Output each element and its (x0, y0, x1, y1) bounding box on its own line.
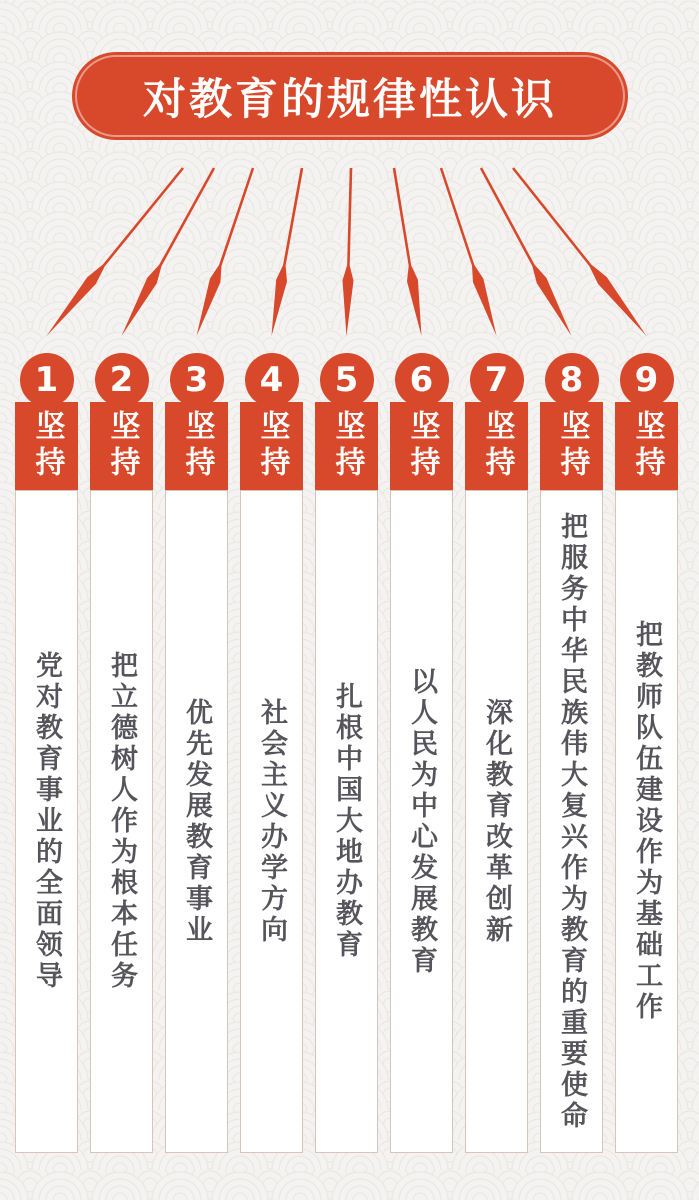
step-number-badge (20, 353, 74, 407)
step-number: 5 (334, 360, 359, 400)
arrow-needle-7 (440, 168, 497, 336)
step-number: 9 (634, 360, 659, 400)
keyword-text: 坚持 (29, 410, 65, 482)
principle-column-4 (240, 353, 303, 1200)
principle-column-8 (540, 353, 603, 1200)
arrow-needle-6 (393, 168, 422, 336)
principle-text: 把教师队伍建设作为基础工作 (631, 620, 662, 1023)
keyword-text: 坚持 (629, 410, 665, 482)
arrow-needle-1 (47, 167, 185, 336)
title-banner (72, 52, 628, 140)
page-title: 对教育的规律性认识 (143, 74, 557, 125)
arrow-needle-8 (480, 167, 572, 336)
keyword-text: 坚持 (179, 410, 215, 482)
arrow-needle-3 (197, 168, 255, 336)
step-number-badge (545, 353, 599, 407)
step-number-badge (620, 353, 674, 407)
keyword-text: 坚持 (554, 410, 590, 482)
principle-text: 优先发展教育事业 (181, 697, 212, 946)
keyword-text: 坚持 (479, 410, 515, 482)
step-number-badge (170, 353, 224, 407)
principle-body (240, 490, 303, 1153)
arrow-needle-9 (512, 167, 647, 336)
step-number-badge (470, 353, 524, 407)
keyword-text: 坚持 (254, 410, 290, 482)
keyword-text: 坚持 (329, 410, 365, 482)
fan-arrows (0, 140, 699, 355)
principle-body (540, 490, 603, 1153)
principle-text: 党对教育事业的全面领导 (31, 651, 62, 992)
principle-body (615, 490, 678, 1153)
keyword-header (540, 402, 603, 490)
principle-body (165, 490, 228, 1153)
step-number-badge (320, 353, 374, 407)
principle-column-3 (165, 353, 228, 1200)
step-number: 1 (34, 360, 59, 400)
keyword-text: 坚持 (404, 410, 440, 482)
keyword-header (315, 402, 378, 490)
keyword-text: 坚持 (104, 410, 140, 482)
step-number-badge (395, 353, 449, 407)
arrow-needle-2 (122, 167, 216, 336)
principle-column-2 (90, 353, 153, 1200)
principle-column-6 (390, 353, 453, 1200)
arrow-needle-5 (343, 168, 354, 336)
principle-text: 把服务中华民族伟大复兴作为教育的重要使命 (556, 511, 587, 1132)
principle-column-7 (465, 353, 528, 1200)
keyword-header (165, 402, 228, 490)
principle-body (15, 490, 78, 1153)
keyword-header (240, 402, 303, 490)
step-number: 6 (409, 360, 434, 400)
keyword-header (90, 402, 153, 490)
step-number: 7 (484, 360, 509, 400)
principle-column-9 (615, 353, 678, 1200)
principle-body (90, 490, 153, 1153)
keyword-header (390, 402, 453, 490)
principle-text: 深化教育改革创新 (481, 697, 512, 946)
principle-column-5 (315, 353, 378, 1200)
principle-body (390, 490, 453, 1153)
step-number: 4 (259, 360, 284, 400)
principle-body (315, 490, 378, 1153)
keyword-header (615, 402, 678, 490)
principle-text: 扎根中国大地办教育 (331, 682, 362, 961)
principle-column-1 (15, 353, 78, 1200)
keyword-header (15, 402, 78, 490)
keyword-header (465, 402, 528, 490)
principle-text: 把立德树人作为根本任务 (106, 651, 137, 992)
step-number: 2 (109, 360, 134, 400)
step-number: 3 (184, 360, 209, 400)
step-number-badge (245, 353, 299, 407)
principle-columns (15, 353, 678, 1200)
step-number: 8 (559, 360, 584, 400)
principle-text: 以人民为中心发展教育 (406, 666, 437, 977)
principle-body (465, 490, 528, 1153)
principle-text: 社会主义办学方向 (256, 697, 287, 946)
arrow-needle-4 (272, 168, 304, 336)
step-number-badge (95, 353, 149, 407)
